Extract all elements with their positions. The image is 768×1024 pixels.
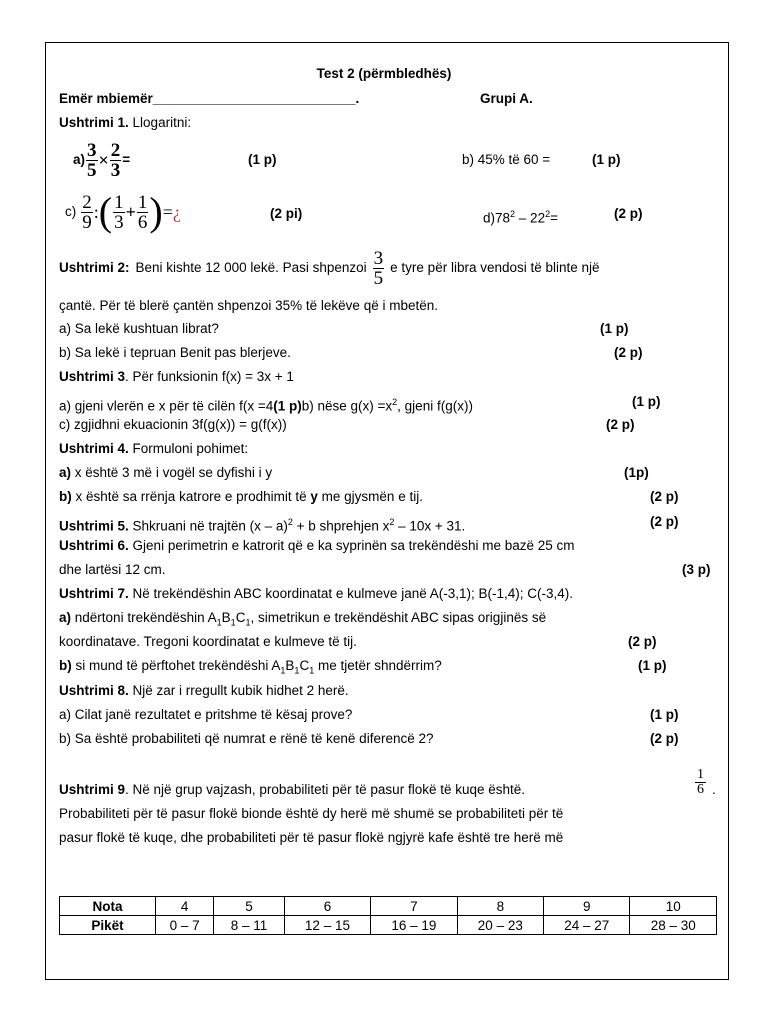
ex8-b-points: (2 p)	[650, 731, 679, 746]
grades-cell: 16 – 19	[371, 916, 457, 935]
ex3-c: c) zgjidhni ekuacionin 3f(g(x)) = g(f(x))	[59, 417, 287, 432]
grades-row-nota	[60, 897, 717, 916]
ex1-d-points: (2 p)	[614, 206, 643, 221]
grades-cell: 9	[544, 897, 630, 916]
ex1-c-frac1: $\frac{2}{9}$	[82, 191, 92, 233]
ex9-fraction: 1 6	[697, 767, 704, 797]
ex2-b: b) Sa lekë i tepruan Benit pas blerjeve.	[59, 345, 291, 360]
ex1-c-question: ¿	[172, 202, 181, 222]
group-label: Grupi A.	[480, 91, 533, 106]
ex6-points: (3 p)	[682, 562, 711, 577]
ex1-b: b) 45% të 60 =	[462, 152, 551, 167]
ex8-a-points: (1 p)	[650, 707, 679, 722]
grades-row-piket	[60, 916, 717, 935]
ex3-text: . Për funksionin f(x) = 3x + 1	[125, 369, 294, 384]
ex1-c-frac2: $\frac{1}{3}$	[114, 191, 124, 233]
ex7-line1: Ushtrimi 7. Në trekëndëshin ABC koordinatat e kulmeve janë A(-3,1); B(-1,4); C(-3,4).	[59, 586, 573, 601]
ex2-b-points: (2 p)	[614, 345, 643, 360]
ex8-heading-line: Ushtrimi 8. Një zar i rregullt kubik hidhet 2 herë.	[59, 683, 349, 698]
ex1-a-op: ×	[98, 150, 109, 170]
ex1-c-frac3: $\frac{1}{6}$	[137, 191, 148, 233]
ex1-c	[59, 186, 181, 238]
ex4-b: b) x është sa rrënja katrore e prodhimit të y me gjysmën e tij.	[59, 489, 423, 504]
grades-cell: Nota	[60, 897, 156, 916]
ex1-b-points: (1 p)	[592, 152, 621, 167]
grades-cell: 0 – 7	[156, 916, 214, 935]
ex1-c-rparen: )	[149, 189, 163, 234]
ex2-heading: Ushtrimi 2:	[59, 260, 130, 275]
ex7-b: b) si mund të përftohet trekëndëshi $A_1B_1C_1$ me tjetër shndërrim?	[59, 658, 442, 676]
ex1-c-points: (2 pi)	[270, 206, 303, 221]
ex9-dot: .	[712, 782, 716, 797]
ex2-text2: e tyre për libra vendosi të blinte një	[390, 260, 600, 275]
ex5: Ushtrimi 5. Shkruani në trajtën (x – a)$^2$ + b shprehjen $x^2 - 10x + 31$.	[59, 517, 466, 534]
ex1-text: Llogaritni:	[132, 115, 192, 130]
ex3-a-points: (1 p)	[632, 394, 661, 409]
ex4-b-points: (2 p)	[650, 489, 679, 504]
grades-cell: 7	[371, 897, 457, 916]
grades-cell: 8	[457, 897, 543, 916]
ex1-a	[59, 138, 130, 182]
grades-cell: 4	[156, 897, 214, 916]
grades-cell: 8 – 11	[214, 916, 284, 935]
ex3-a: a) gjeni vlerën e x për të cilën f(x =4(1 p)b) nëse $g(x) =x^2$, gjeni f(g(x))	[59, 397, 473, 414]
ex1-c-plus: +	[125, 202, 136, 222]
ex4-heading-line	[59, 441, 248, 457]
ex1-d: $d)78^2 - 22^2=$	[483, 209, 558, 226]
ex4-heading: Ushtrimi 4.	[59, 441, 129, 456]
ex1-c-lparen: (	[98, 189, 113, 234]
ex1-a-frac2: $\frac{2}{3}$	[110, 139, 121, 181]
ex1-heading: Ushtrimi 1.	[59, 115, 129, 130]
ex8-b: b) Sa është probabiliteti që numrat e rënë të kenë diferencë 2?	[59, 731, 434, 746]
ex7-a-line2: koordinatave. Tregoni koordinatat e kulmeve të tij.	[59, 634, 357, 649]
grades-cell: 24 – 27	[544, 916, 630, 935]
ex7-a-points: (2 p)	[628, 634, 657, 649]
ex6-line1: Ushtrimi 6. Gjeni perimetrin e katrorit që e ka syprinën sa trekëndëshi me bazë 25 cm	[59, 538, 575, 553]
ex2-a: a) Sa lekë kushtuan librat?	[59, 321, 219, 336]
ex1-c-eq: =	[162, 202, 173, 222]
ex6-line2: dhe lartësi 12 cm.	[59, 562, 166, 577]
ex9-line2: Probabiliteti për të pasur flokë bionde është dy herë më shumë se probabiliteti për të	[59, 806, 564, 821]
test-title: Test 2 (përmbledhës)	[316, 66, 452, 81]
ex2-text1: Beni kishte 12 000 lekë. Pasi shpenzoi	[135, 260, 367, 275]
grades-cell: 10	[630, 897, 717, 916]
ex5-points: (2 p)	[650, 514, 679, 529]
ex7-a-line1: a) ndërtoni trekëndëshin $A_1B_1C_1$, simetrikun e trekëndëshit ABC sipas origjinës së	[59, 610, 547, 628]
ex2-line1	[59, 244, 600, 292]
ex2-frac: $\frac{3}{5}$	[373, 247, 384, 289]
grades-table	[59, 896, 717, 935]
grades-cell: 6	[284, 897, 370, 916]
ex1-c-label: c)	[65, 204, 77, 219]
grades-cell: 5	[214, 897, 284, 916]
ex4-text: Formuloni pohimet:	[132, 441, 249, 456]
name-line: Emër mbiemër___________________________.	[59, 91, 360, 106]
ex1-heading-line	[59, 115, 191, 131]
ex2-a-points: (1 p)	[600, 321, 629, 336]
ex2-line2: çantë. Për të blerë çantën shpenzoi 35% të lekëve që i mbetën.	[59, 298, 438, 313]
ex3-heading: Ushtrimi 3	[59, 369, 126, 384]
ex1-a-frac1: $\frac{3}{5}$	[87, 139, 97, 181]
ex9-line1: Ushtrimi 9. Në një grup vajzash, probabiliteti për të pasur flokë të kuqe është.	[59, 782, 526, 797]
grades-cell: 12 – 15	[284, 916, 370, 935]
ex1-a-eq: =	[122, 152, 131, 167]
ex3-heading-line	[59, 369, 294, 385]
grades-cell: 28 – 30	[630, 916, 717, 935]
ex1-a-points: (1 p)	[248, 152, 277, 167]
ex4-a-points: (1p)	[624, 465, 649, 480]
grades-cell: Pikët	[60, 916, 156, 935]
ex9-line3: pasur flokë të kuqe, dhe probabiliteti për të pasur flokë ngjyrë kafe është tre herë më	[59, 830, 564, 845]
ex8-a: a) Cilat janë rezultatet e pritshme të kësaj prove?	[59, 707, 353, 722]
grades-cell: 20 – 23	[457, 916, 543, 935]
ex1-a-label: a)	[73, 152, 86, 167]
ex1-c-colon: :	[93, 202, 99, 222]
ex7-b-points: (1 p)	[638, 658, 667, 673]
ex3-c-points: (2 p)	[606, 417, 635, 432]
ex4-a: a) x është 3 më i vogël se dyfishi i y	[59, 465, 273, 480]
